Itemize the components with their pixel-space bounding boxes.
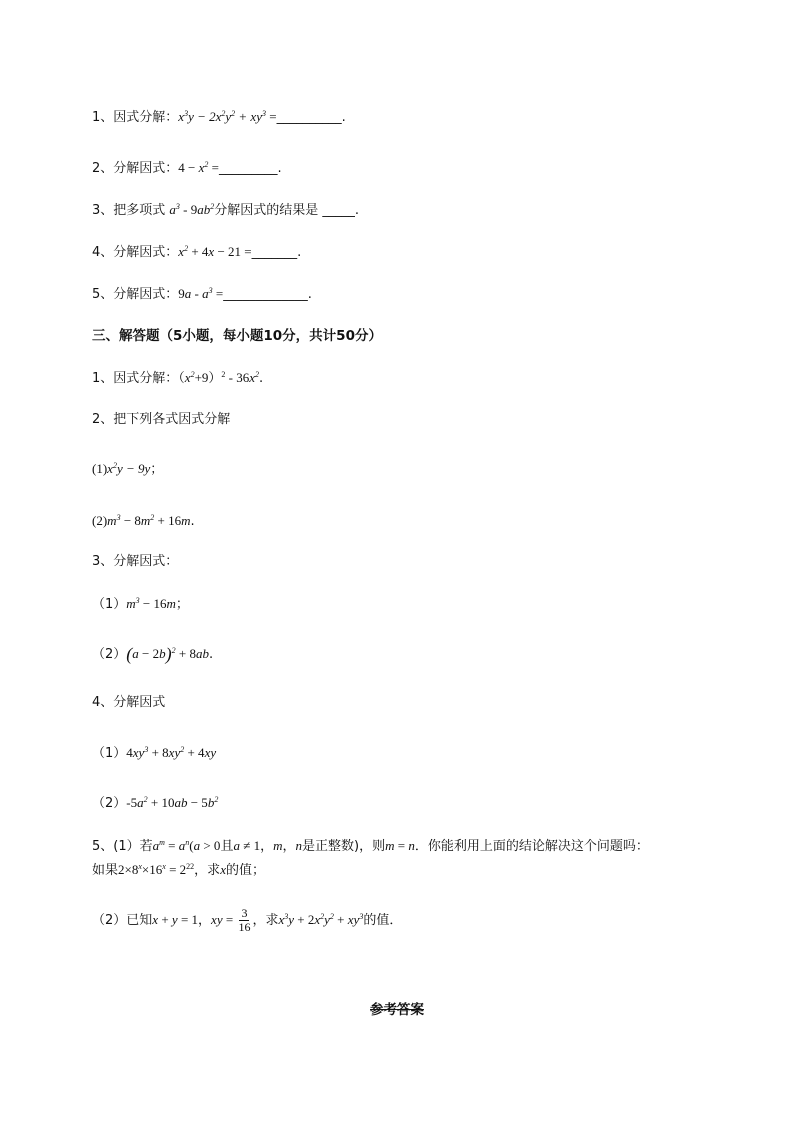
fill-question-4 [92,243,301,262]
math-expression: $(x^2+9)^2 - 36x^2$ [178,370,260,385]
math-expression: $2\times 8^x\times 16^x = 2^{22}$ [118,862,195,877]
period: . [208,647,214,662]
separator: ， [282,839,296,854]
question-text: ，求 [194,863,221,878]
question-text: 的值； [225,863,265,878]
math-expression: a ≠ 1 [233,838,261,853]
problem-3-part-1 [92,595,189,614]
fill-question-2: 2、分解因式：$4 - x^2$ =_________. [92,160,282,176]
answer-blank: _________ [219,161,278,176]
question-prefix: 5、分解因式： [92,287,179,302]
answer-key-heading [0,1002,794,1018]
problem-3-title: 3、分解因式： [92,554,179,569]
math-expression: m = n [385,838,415,853]
math-expression: x + y = 1 [152,912,199,927]
part-label: （2） [92,796,127,811]
math-expression: $x^2y - 9y$ [107,461,151,476]
question-text: ，求 [252,913,279,928]
math-expression: $9a - a^3$ [178,286,213,301]
math-expression: $4 - x^2$ [178,160,209,175]
period: . [307,287,312,302]
math-expression: $-5a^2 + 10ab - 5b^2$ [126,795,219,810]
separator: ； [150,462,164,477]
question-text: 如果 [92,863,119,878]
separator: ， [198,913,212,928]
math-expression: $4xy^3 + 8xy^2 + 4xy$ [126,745,217,760]
question-prefix: 2、分解因式： [92,161,179,176]
question-text: 的值． [363,913,403,928]
question-prefix: 1、因式分解： [92,371,179,386]
math-expression: $x^3y - 2x^2y^2 + xy^3$ [178,109,266,124]
answer-key-title: 参考答案 [370,1002,424,1018]
question-text: （2）已知 [92,913,153,928]
fraction-numerator: 3 [241,906,248,920]
problem-2-part-2 [92,512,195,531]
problem-4-part-2 [92,794,218,813]
math-expression: $a^m = a^n(a > 0$ [152,838,221,853]
answer-blank: __________ [276,110,342,125]
math-expression: $x^3y + 2x^2y^2 + xy^3$ [278,912,364,927]
math-expression: $a^3 - 9ab^2$ [169,202,215,217]
problem-5-line-3 [92,905,402,936]
fill-question-1: 1、因式分解：$x^3y - 2x^2y^2 + xy^3$ =__________. [92,109,346,125]
question-text: 是正整数)，则 [302,839,386,854]
part-label: （1） [92,597,127,612]
period: . [259,371,264,386]
problem-2-title: 2、把下列各式因式分解 [92,412,231,427]
math-expression: $x^2 + 4x - 21$ = [178,244,252,259]
math-expression: $m^3 - 16m$ [126,596,176,611]
math-expression: xy = [211,912,237,927]
period: . [354,203,360,218]
problem-2-part-1 [92,460,163,479]
answer-blank: _____________ [223,287,308,302]
problem-5-line-2 [92,861,265,880]
separator: ， [260,839,274,854]
question-prefix: 3、把多项式 [92,203,170,218]
period: . [190,514,195,529]
period: . [341,110,346,125]
question-text: 分解因式的结果是 [214,203,323,218]
problem-1 [92,369,263,388]
problem-3-part-2 [92,645,213,664]
math-variable: n [295,838,303,853]
period: . [277,161,282,176]
problem-4-part-1 [92,744,216,763]
math-variable: m [273,838,283,853]
question-prefix: 1、因式分解： [92,110,179,125]
math-expression: $m^3 - 8m^2 + 16m$ [107,513,191,528]
separator: ； [175,597,189,612]
answer-blank: _____ [322,203,355,218]
part-label: (1) [92,461,108,476]
question-text: ．你能利用上面的结论解决这个问题吗： [414,839,649,854]
part-label: （1） [92,746,127,761]
fraction-denominator: 16 [238,920,251,934]
math-variable: x [220,862,226,877]
period: . [297,245,302,260]
answer-blank: _______ [251,245,298,260]
part-label: (2) [92,513,108,528]
question-prefix: 5、(1）若 [92,839,153,854]
problem-5-line-1 [92,837,649,856]
problem-4-title: 4、分解因式 [92,695,166,710]
fraction [238,907,250,934]
question-text: 且 [220,839,234,854]
section-heading: 三、解答题（5小题，每小题10分，共计50分） [92,328,382,344]
question-prefix: 4、分解因式： [92,245,179,260]
fill-question-3 [92,201,359,220]
fill-question-5: 5、分解因式：$9a - a^3$ =_____________. [92,286,312,302]
part-label: （2） [92,647,127,662]
math-expression: $(a - 2b)^2 + 8ab$ [126,644,209,664]
